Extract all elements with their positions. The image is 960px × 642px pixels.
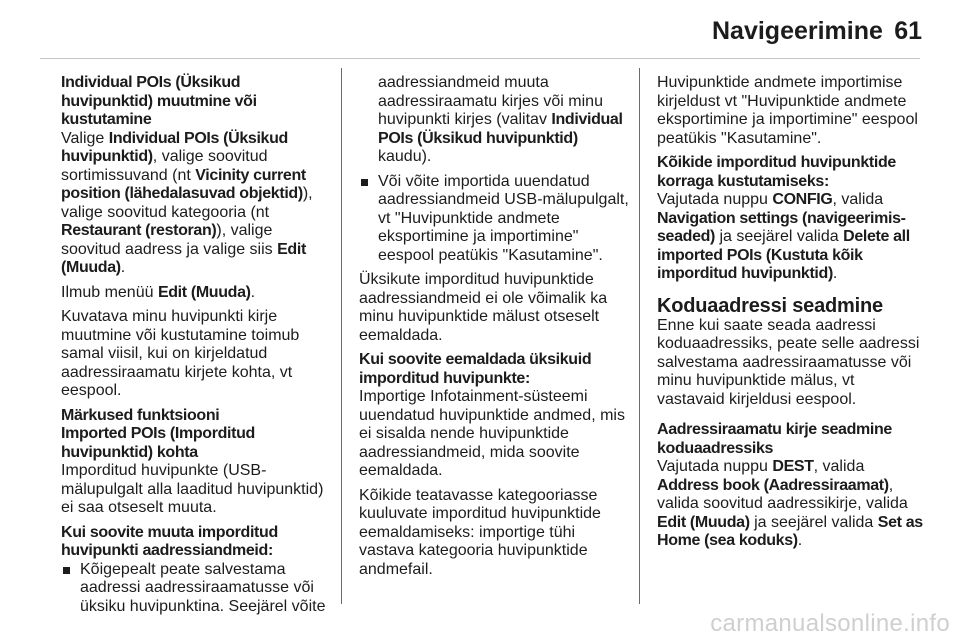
paragraph-imported-not-editable: Imporditud huvipunkte (USB-mälupulgalt alla laaditud huvipunktid) ei saa otseselt muuta. (61, 462, 324, 516)
page-title: Navigeerimine (712, 17, 883, 45)
subheading-delete-all-imported: Kõikide imporditud huvipunktide korraga kustutamiseks: (657, 154, 896, 190)
header-divider (40, 58, 920, 59)
bullet-continuation: aadressiandmeid muuta aadressiraamatu kirjes või minu huvipunkti kirjes (valitav Individual POIs (Üksikud huvipunktid) kaudu). (378, 74, 623, 165)
paragraph-import-description-ref: Huvipunktide andmete importimise kirjeldust vt "Huvipunktide andmete eksportimine ja importimine" eespool peatükis "Kasutamine". (657, 74, 918, 147)
menu-ref-edit: Edit (277, 240, 306, 258)
paragraph-import-without: Importige Infotainment-süsteemi uuendatud huvipunktide andmed, mis ei sisalda nende huvipunktide aadressiandmeid, mida soovite eemaldada. (359, 388, 625, 479)
button-ref-dest: DEST (772, 458, 814, 475)
paragraph-config-delete-all: Vajutada nuppu CONFIG, valida Navigation settings (navigeerimis- seaded) ja seejärel valida Delete all imported POIs (Kustuta kõik imporditud huvipunktid). (657, 191, 910, 282)
column-3 (657, 74, 925, 557)
column-divider-2 (639, 68, 640, 604)
subheading-edit-delete-pois: Individual POIs (Üksikud huvipunktid) muutmine või kustutamine (61, 74, 257, 128)
column-divider-1 (341, 68, 342, 604)
menu-ref-vicinity: Vicinity current (195, 166, 306, 184)
paragraph-cannot-remove: Üksikute imporditud huvipunktide aadressiandmeid ei ole võimalik ka minu huvipunktide mälust otseselt eemaldada. (359, 271, 608, 344)
column-1 (61, 74, 329, 622)
subheading-remove-single-imported: Kui soovite eemaldada üksikuid imporditud huvipunkte: (359, 351, 592, 387)
paragraph-select-poi: Valige Individual POIs (Üksikud huvipunktid), valige soovitud sortimissuvand (nt Vicinity current position (lähedalasuvad objektid)), valige soovitud kategooria (nt Restaurant (restoran)), valige soovitud aadress ja valige siis Edit (Muuda). (61, 129, 313, 276)
button-ref-config: CONFIG (772, 191, 833, 208)
subheading-change-imported-address: Kui soovite muuta imporditud huvipunkti aadressiandmeid: (61, 523, 278, 559)
bullet-save-first: Kõigepealt peate salvestama aadressi aadressiraamatusse või üksiku huvipunktina. Seejärel võite (61, 561, 329, 617)
menu-ref-restaurant: Restaurant (restoran) (61, 222, 217, 239)
paragraph-edit-like-address-book: Kuvatava minu huvipunkti kirje muutmine või kustutamine toimub samal viisil, kui on kirjeldatud aadressiraamatu kirjete kohta, vt eespool. (61, 308, 300, 399)
menu-ref-individual-pois: Individual POIs (Üksikud (108, 129, 288, 147)
paragraph-edit-menu-appears: Ilmub menüü Edit (Muuda). (61, 283, 256, 301)
column-2 (359, 74, 629, 585)
paragraph-dest-set-home: Vajutada nuppu DEST, valida Address book (Aadressiraamat), valida soovitud aadressikirje, valida Edit (Muuda) ja seejärel valida Set as Home (sea koduks). (657, 458, 923, 549)
watermark: carmanualsonline.info (710, 610, 950, 637)
subheading-imported-pois-notes: Märkused funktsiooni Imported POIs (Imporditud huvipunktid) kohta (61, 406, 255, 461)
subheading-set-address-book-home: Aadressiraamatu kirje seadmine koduaadressiks (657, 421, 892, 457)
paragraph-save-before-home: Enne kui saate seada aadressi koduaadressiks, peate selle aadressi salvestama aadressiraamatusse või minu huvipunktide mälus, vt vastavaid kirjeldusi eespool. (657, 316, 920, 408)
page-number: 61 (894, 17, 922, 45)
section-title-home-address: Koduaadressi seadmine (657, 294, 883, 317)
bullet-import-updated: Või võite importida uuendatud aadressiandmeid USB-mälupulgalt, vt "Huvipunktide andmete eksportimine ja importimine" eespool peatükis "Kasutamine". (359, 173, 629, 266)
paragraph-remove-category: Kõikide teatavasse kategooriasse kuuluvate imporditud huvipunktide eemaldamiseks: importige tühi vastava kategooria huvipunktide andmefail. (359, 486, 601, 578)
